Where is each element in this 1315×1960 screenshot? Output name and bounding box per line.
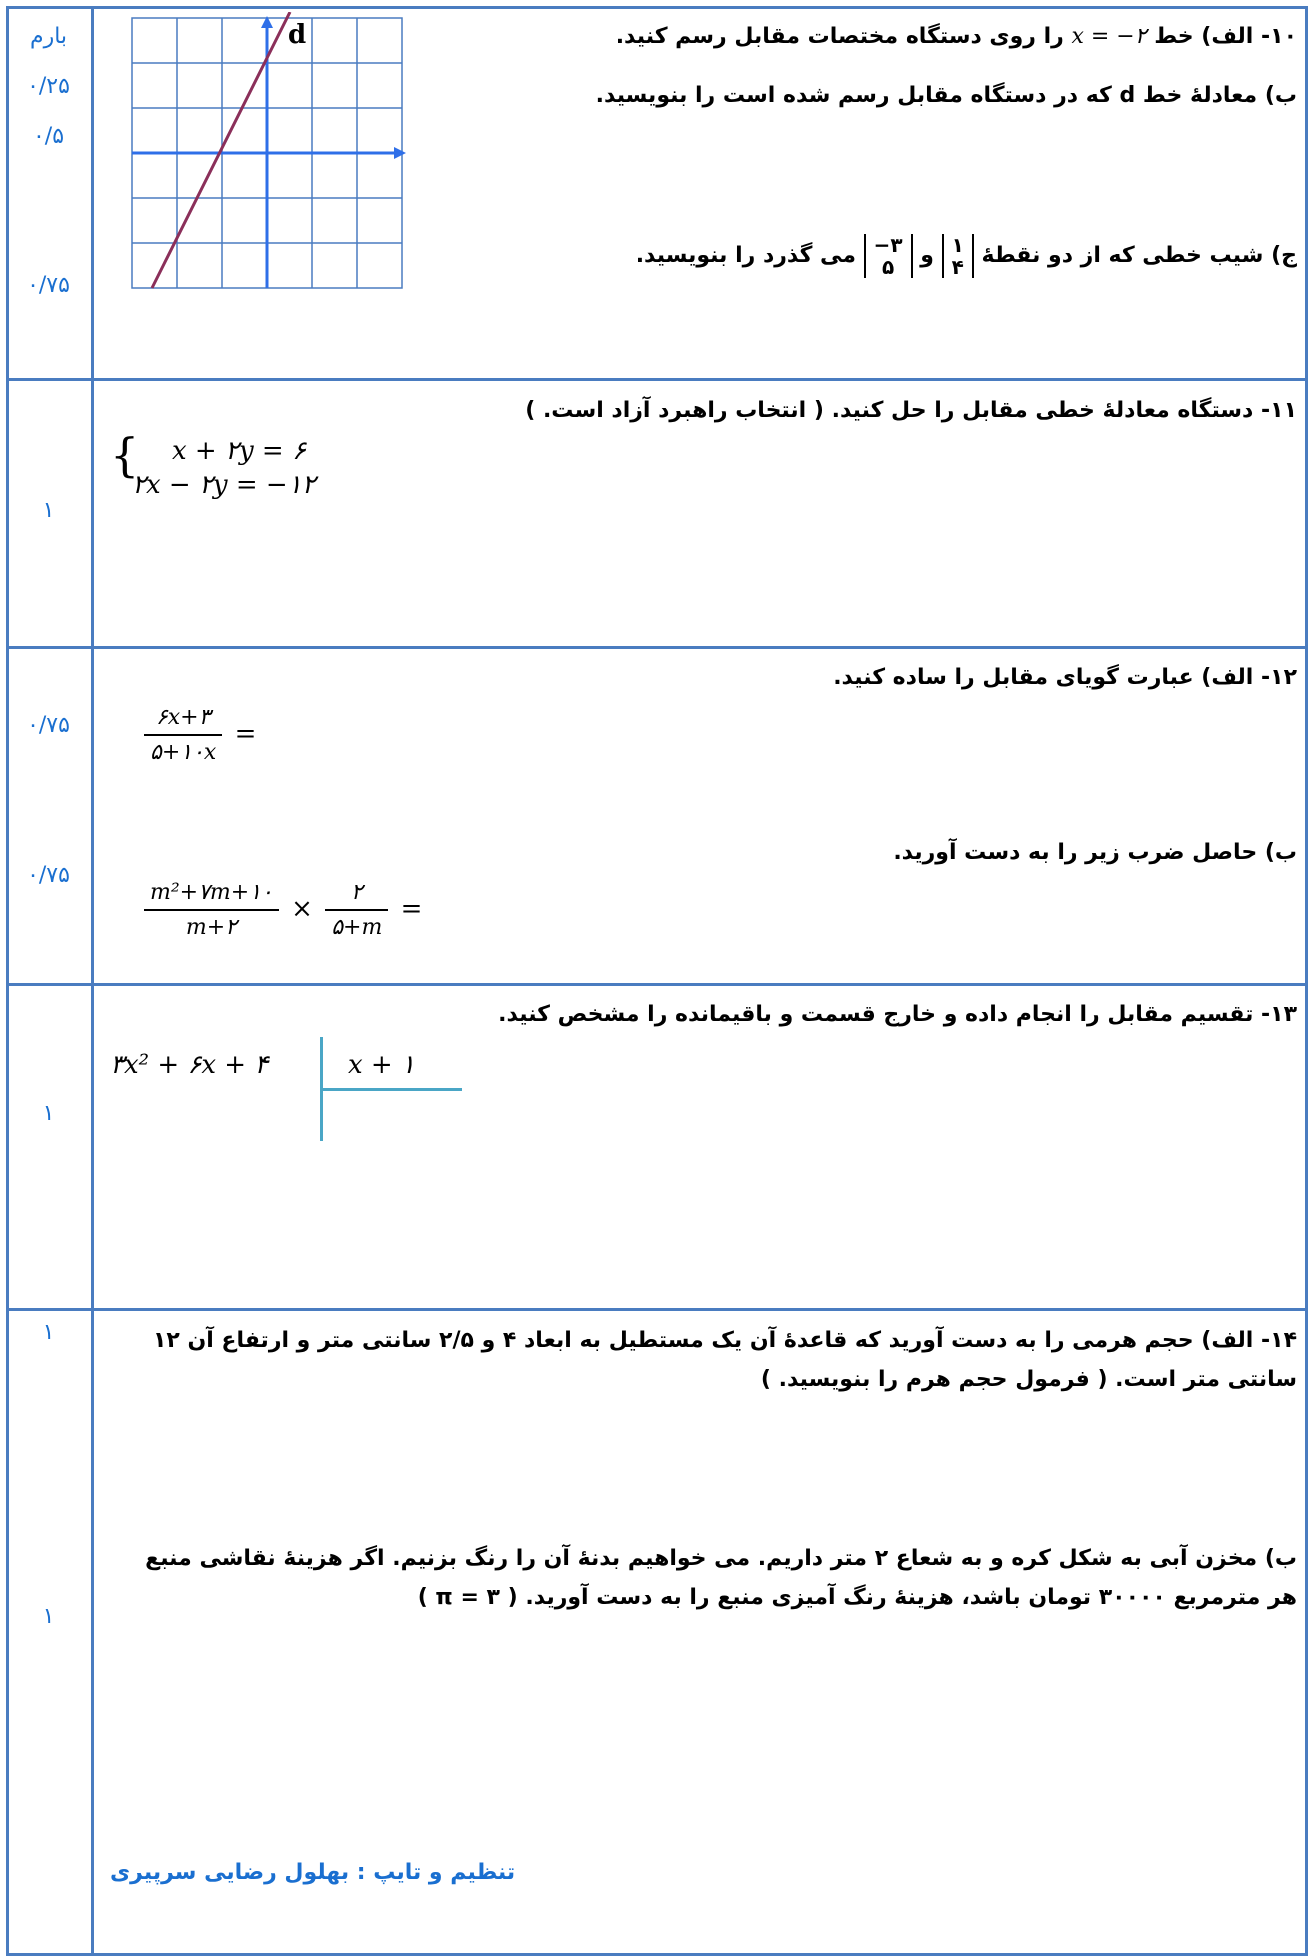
point-2-bottom: ۵ <box>881 255 895 279</box>
coordinate-graph <box>130 12 410 292</box>
point-2-top: −۳ <box>873 233 903 257</box>
score-q10b: ۰/۵ <box>32 124 65 149</box>
q10-part-a <box>616 24 1297 49</box>
q10-part-c <box>636 234 1297 278</box>
q14-part-a: ۱۴- الف) حجم هرمی را به دست آورید که قاعدۀ آن یک مستطیل به ابعاد ۴ و ۲/۵ سانتی متر و ارتفاع آن ۱۲ سانتی متر است. ( فرمول حجم هرم را بنویسید. ) <box>152 1328 1297 1392</box>
point-1-bottom: ۴ <box>951 255 964 279</box>
q11-equation-2: ۲𝑥 − ۲𝑦 = −۱۲ <box>132 470 316 500</box>
score-q13: ۱ <box>42 1101 55 1126</box>
q12-a-denominator: ۵+۱۰𝑥 <box>150 740 217 765</box>
score-q14b: ۱ <box>42 1604 55 1629</box>
q12-b-fraction-2 <box>325 880 388 940</box>
score-q10a: ۰/۲۵ <box>27 74 70 99</box>
q11-text: ۱۱- دستگاه معادلۀ خطی مقابل را حل کنید. ( انتخاب راهبرد آزاد است. ) <box>525 398 1297 423</box>
row-divider-2 <box>6 646 1308 649</box>
q12-a-expression <box>140 705 256 765</box>
q12-a-equals: = <box>234 719 257 749</box>
q10-a-math: 𝑥 = −۲ <box>1071 24 1147 49</box>
row-divider-3 <box>6 983 1308 986</box>
q12-b-equals: = <box>400 894 423 924</box>
division-horizontal-line <box>320 1088 462 1091</box>
q10-a-suffix: را روی دستگاه مختصات مقابل رسم کنید. <box>615 24 1064 49</box>
q13-dividend: ۳𝑥² + ۶𝑥 + ۴ <box>110 1050 269 1080</box>
score-column-divider <box>91 6 94 1956</box>
q12-a-fraction <box>144 705 222 765</box>
q10-a-prefix: ۱۰- الف) خط <box>1154 24 1297 49</box>
score-q12a: ۰/۷۵ <box>27 713 70 738</box>
score-q10c: ۰/۷۵ <box>27 273 70 298</box>
q13-divisor: 𝑥 + ۱ <box>348 1050 415 1080</box>
q12-part-b: ب) حاصل ضرب زیر را به دست آورید. <box>893 840 1297 865</box>
graph-line-label: d <box>288 20 307 50</box>
q12-b-denominator-1: 𝑚+۲ <box>185 915 237 940</box>
footer-credit: تنظیم و تایپ : بهلول رضایی سرپیری <box>110 1860 516 1885</box>
point-1-top: ۱ <box>951 233 964 257</box>
q10-c-and: و <box>920 243 934 268</box>
point-2-matrix <box>864 234 913 278</box>
q12-b-numerator-1: 𝑚²+۷𝑚+۱۰ <box>144 880 279 911</box>
score-q12b: ۰/۷۵ <box>27 863 70 888</box>
score-q14a: ۱ <box>42 1320 55 1345</box>
q10-part-b: ب) معادلۀ خط d که در دستگاه مقابل رسم شده است را بنویسید. <box>595 83 1297 108</box>
score-header: بارم <box>29 24 68 49</box>
q12-part-a: ۱۲- الف) عبارت گویای مقابل را ساده کنید. <box>833 665 1297 690</box>
page-frame <box>6 6 1308 1956</box>
q10-c-suffix: می گذرد را بنویسید. <box>635 243 856 268</box>
system-brace: { <box>110 428 140 482</box>
row-divider-1 <box>6 378 1308 381</box>
q11-equation-1: 𝑥 + ۲𝑦 = ۶ <box>172 436 306 466</box>
q12-b-fraction-1 <box>144 880 279 940</box>
score-q11: ۱ <box>42 498 55 523</box>
q12-b-expression <box>140 880 422 940</box>
q12-b-times: × <box>291 894 313 924</box>
row-divider-4 <box>6 1308 1308 1311</box>
point-1-matrix <box>942 234 974 278</box>
q12-a-numerator: ۶𝑥+۳ <box>144 705 222 736</box>
q13-text: ۱۳- تقسیم مقابل را انجام داده و خارج قسمت و باقیمانده را مشخص کنید. <box>498 1002 1297 1027</box>
q10-c-prefix: ج) شیب خطی که از دو نقطۀ <box>981 243 1297 268</box>
q12-b-denominator-2: ۵+𝑚 <box>331 915 383 940</box>
q12-b-numerator-2: ۲ <box>325 880 388 911</box>
q14-part-b: ب) مخزن آبی به شکل کره و به شعاع ۲ متر داریم. می خواهیم بدنۀ آن را رنگ بزنیم. اگر هزینۀ نقاشی منبع هر مترمربع ۳۰۰۰۰ تومان باشد، هزینۀ رنگ آمیزی منبع را به دست آورید. ( π = ۳ ) <box>145 1546 1297 1610</box>
